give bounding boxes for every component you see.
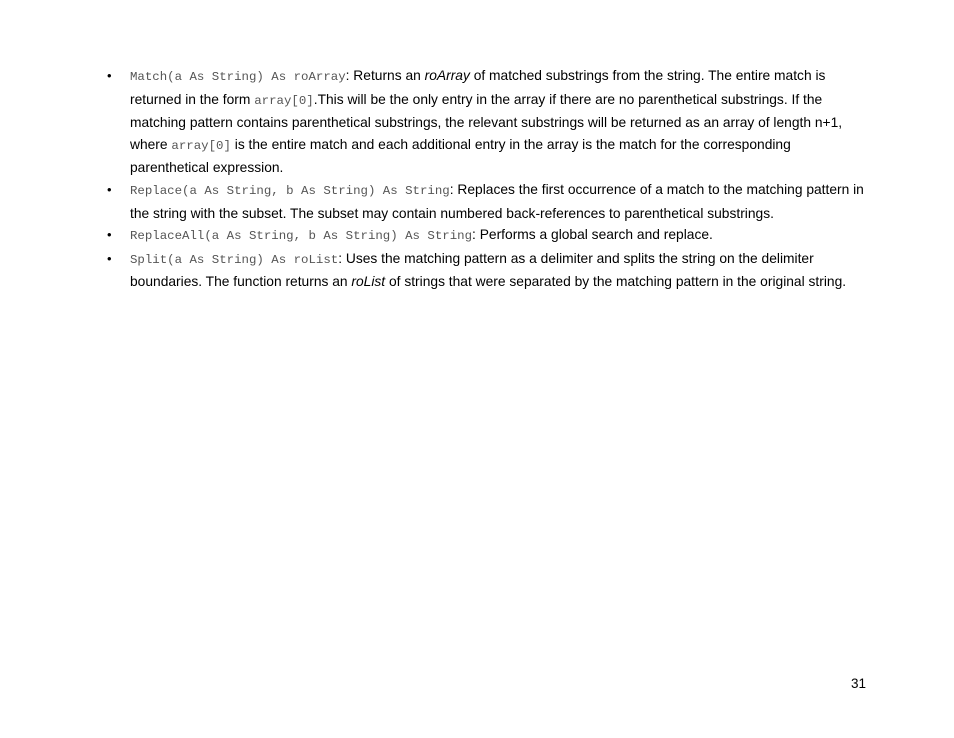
- split-description-part-2: of strings that were separated by the matching pattern in the original string.: [385, 274, 847, 290]
- list-item-replaceall: [107, 224, 865, 248]
- method-signature-match: Match(a As String) As roArray: [130, 70, 346, 84]
- match-description-part-1: : Returns an: [345, 68, 425, 83]
- match-description-emphasis: roArray: [424, 68, 470, 83]
- list-item-split: [107, 248, 865, 293]
- list-item-match: [107, 65, 865, 179]
- bullet-icon: •: [107, 227, 112, 243]
- replace-description: : Replaces the first occurrence of a match to the matching pattern in the string with the subset. The subset may contain numbered back-references to parenthetical substrings.: [130, 181, 864, 221]
- match-description-code-2: array[0]: [171, 138, 231, 153]
- method-signature-replaceall: ReplaceAll(a As String, b As String) As String: [130, 229, 473, 244]
- replaceall-description: : Performs a global search and replace.: [472, 227, 713, 243]
- bullet-icon: •: [107, 181, 112, 197]
- split-description-emphasis: roList: [351, 274, 386, 290]
- match-description-part-3: .This will be the only entry in the array if there are no parenthetical substrings. If the matching pattern contains parenthetical substrings, the relevant substrings will be returned as an array of length n+1, where: [130, 91, 843, 152]
- method-signature-replace: Replace(a As String, b As String) As String: [130, 183, 450, 198]
- match-description-code-1: array[0]: [254, 93, 314, 108]
- match-description-part-2: of matched substrings from the string. The entire match is returned in the form: [130, 68, 826, 107]
- list-item-replace: [107, 179, 865, 224]
- bullet-icon: •: [107, 250, 112, 266]
- method-signature-split: Split(a As String) As roList: [130, 252, 339, 267]
- match-description-part-4: is the entire match and each additional entry in the array is the match for the corresponding parenthetical expression.: [130, 136, 791, 176]
- method-list: [107, 65, 865, 293]
- bullet-icon: •: [107, 68, 112, 83]
- split-description-part-1: : Uses the matching pattern as a delimiter and splits the string on the delimiter boundaries. The function returns an: [130, 250, 814, 290]
- page-number: 31: [851, 676, 867, 691]
